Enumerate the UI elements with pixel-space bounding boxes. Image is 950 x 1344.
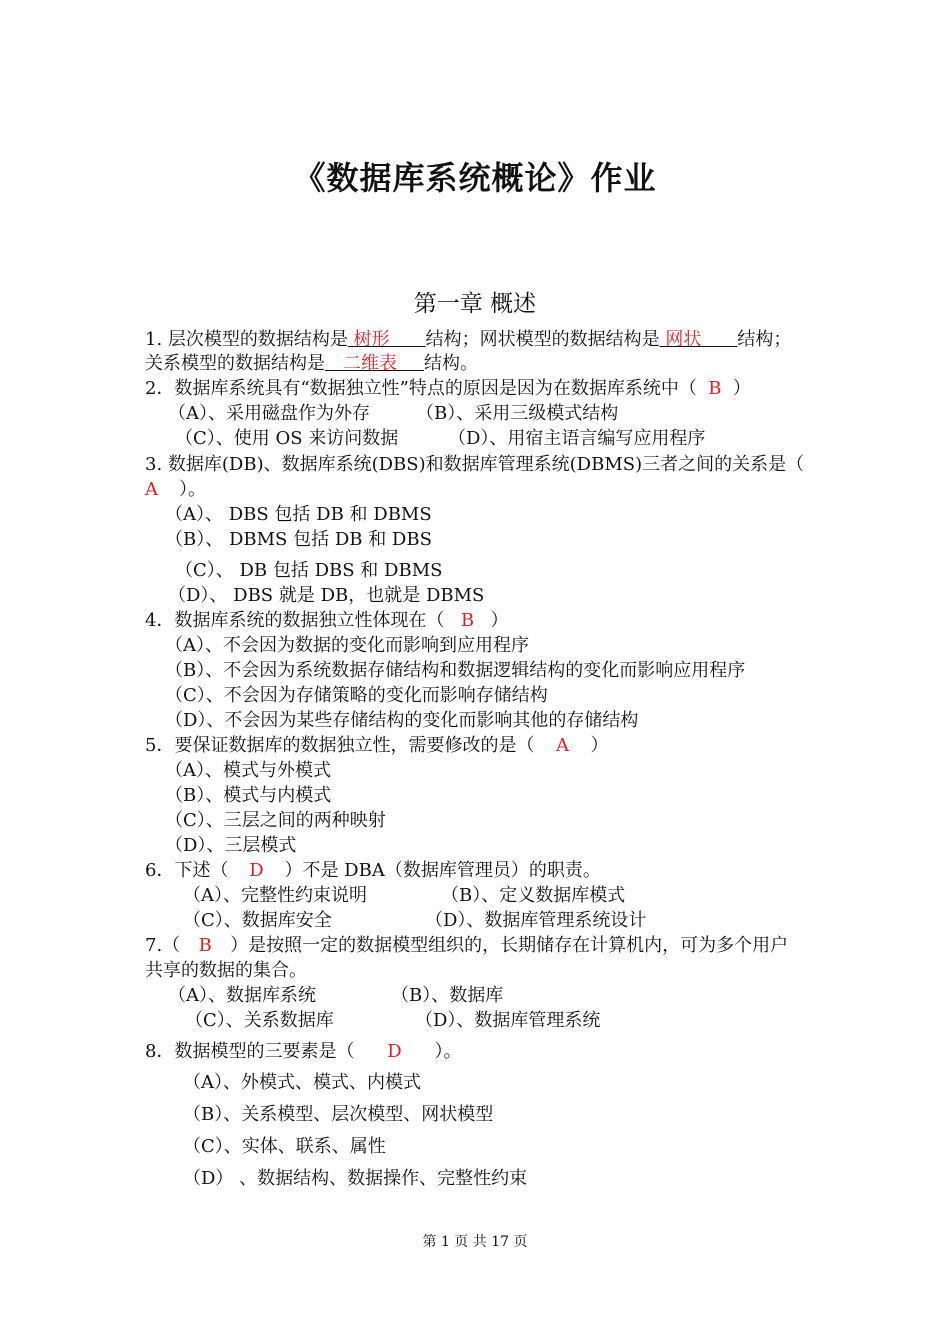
question-6-option-a: （A）、完整性约束说明 bbox=[183, 885, 367, 906]
question-8-option-c: （C）、实体、联系、属性 bbox=[183, 1136, 386, 1157]
question-7-option-b: （B）、数据库 bbox=[391, 985, 504, 1006]
question-2-answer: B bbox=[708, 378, 722, 399]
question-1-text-e: 结构。 bbox=[424, 353, 478, 374]
question-1-blank-1: 树形 bbox=[347, 329, 390, 350]
question-2-option-c: （C）、使用 OS 来访问数据 bbox=[175, 428, 399, 449]
question-8-answer: D bbox=[387, 1041, 402, 1062]
question-3-option-a: （A）、 DBS 包括 DB 和 DBMS bbox=[165, 504, 432, 525]
question-4-stem: 4．数据库系统的数据独立性体现在（ B ） bbox=[145, 610, 509, 631]
page-footer: 第 1 页 共 17 页 bbox=[422, 1234, 528, 1250]
question-3-stem-cont: A ）。 bbox=[145, 479, 206, 500]
question-3-option-b: （B）、 DBMS 包括 DB 和 DBS bbox=[165, 529, 432, 550]
question-3-option-d: （D）、 DBS 就是 DB，也就是 DBMS bbox=[168, 585, 485, 606]
question-8-option-a: （A）、外模式、模式、内模式 bbox=[183, 1072, 421, 1093]
question-5-stem: 5．要保证数据库的数据独立性，需要修改的是（ A ） bbox=[145, 735, 609, 756]
question-6-option-b: （B）、定义数据库模式 bbox=[441, 885, 626, 906]
question-4-option-c: （C）、不会因为存储策略的变化而影响存储结构 bbox=[165, 685, 548, 706]
question-5-option-a: （A）、模式与外模式 bbox=[165, 760, 331, 781]
question-4-option-d: （D）、不会因为某些存储结构的变化而影响其他的存储结构 bbox=[165, 710, 639, 731]
question-2-option-d: （D）、用宿主语言编写应用程序 bbox=[448, 428, 706, 449]
question-5-option-c: （C）、三层之间的两种映射 bbox=[165, 810, 386, 831]
question-1-text-c: 结构； bbox=[737, 329, 792, 350]
question-7-option-a: （A）、数据库系统 bbox=[168, 985, 316, 1006]
question-5-option-b: （B）、模式与内模式 bbox=[165, 785, 332, 806]
question-7-answer: B bbox=[198, 935, 212, 956]
question-8-option-d: （D） 、数据结构、数据操作、完整性约束 bbox=[183, 1168, 528, 1189]
question-2-stem: 2．数据库系统具有“数据独立性”特点的原因是因为在数据库系统中（ B ） bbox=[145, 378, 751, 399]
question-3-option-c: （C）、 DB 包括 DBS 和 DBMS bbox=[175, 560, 443, 581]
question-6-option-c: （C）、数据库安全 bbox=[183, 910, 332, 931]
question-3-stem: 3. 数据库(DB)、数据库系统(DBS)和数据库管理系统(DBMS)三者之间的关系是（ bbox=[145, 454, 805, 475]
question-4-option-a: （A）、不会因为数据的变化而影响到应用程序 bbox=[165, 635, 529, 656]
question-1-blank-3: 二维表 bbox=[343, 353, 397, 374]
question-6-option-d: （D）、数据库管理系统设计 bbox=[425, 910, 647, 931]
question-1-line-2 bbox=[145, 352, 478, 376]
question-3-answer: A bbox=[145, 479, 158, 500]
question-7-stem-cont: 共享的数据的集合。 bbox=[145, 960, 307, 981]
question-6-answer: D bbox=[249, 860, 264, 881]
question-1-text-a: 1. 层次模型的数据结构是 bbox=[145, 329, 348, 350]
question-2-option-b: （B）、采用三级模式结构 bbox=[416, 403, 619, 424]
question-1-text-d: 关系模型的数据结构是 bbox=[145, 353, 325, 374]
question-7-option-c: （C）、关系数据库 bbox=[185, 1010, 334, 1031]
question-1-blank-2: 网状 bbox=[659, 329, 702, 350]
question-5-option-d: （D）、三层模式 bbox=[165, 835, 297, 856]
question-2-option-a: （A）、采用磁盘作为外存 bbox=[168, 403, 370, 424]
question-4-answer: B bbox=[460, 610, 475, 631]
question-6-stem: 6．下述（ D ）不是 DBA（数据库管理员）的职责。 bbox=[145, 860, 601, 881]
question-1-text-b: 结构；网状模型的数据结构是 bbox=[425, 329, 660, 350]
question-7-stem: 7.（ B ）是按照一定的数据模型组织的，长期储存在计算机内，可为多个用户 bbox=[145, 935, 789, 956]
question-8-stem: 8．数据模型的三要素是（ D ）。 bbox=[145, 1041, 462, 1062]
question-1-line-1 bbox=[145, 328, 791, 352]
question-5-answer: A bbox=[555, 735, 569, 756]
chapter-heading: 第一章 概述 bbox=[413, 291, 537, 317]
question-4-option-b: （B）、不会因为系统数据存储结构和数据逻辑结构的变化而影响应用程序 bbox=[165, 660, 746, 681]
document-title: 《数据库系统概论》作业 bbox=[293, 159, 657, 197]
question-8-option-b: （B）、关系模型、层次模型、网状模型 bbox=[183, 1104, 494, 1125]
question-7-option-d: （D）、数据库管理系统 bbox=[415, 1010, 601, 1031]
